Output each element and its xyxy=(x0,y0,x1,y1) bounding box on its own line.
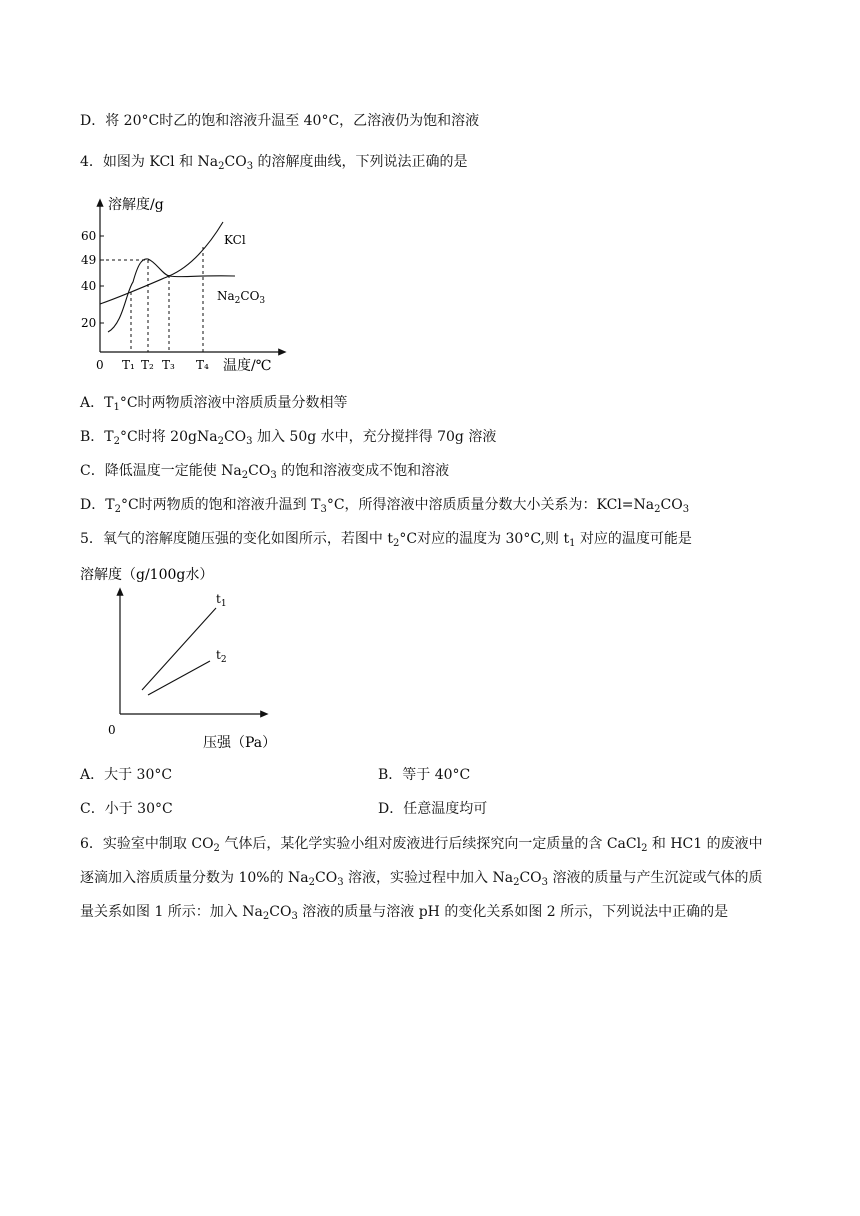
q4-option-b: B．$T_2^\circ C$时将 $20gNa_2CO_3$ 加入 50g 水中，充分搅拌得 70g 溶液 xyxy=(80,429,497,447)
q4-option-c: C．降低温度一定能使 $Na_2CO_3$ 的饱和溶液变成不饱和溶液 xyxy=(80,463,450,481)
q4-curve-kcl xyxy=(100,222,223,304)
q4-xtick-t4: T₄ xyxy=(196,358,209,372)
q5-stem: 5．氧气的溶解度随压强的变化如图所示，若图中 $t_2^\circ C$对应的温度为 30°C,则 $t_1$ 对应的温度可能是 xyxy=(80,531,692,549)
q5-line-t2 xyxy=(148,661,210,695)
q5-option-a: A．大于 30°C xyxy=(80,767,173,783)
q4-label-na2co3: $Na_2CO_3$ xyxy=(217,289,266,306)
q5-label-t1: $t_1$ xyxy=(216,592,227,609)
q5-pressure-chart xyxy=(78,561,308,756)
q4-label-kcl: KCl xyxy=(224,233,246,247)
q4-ylabel: 溶解度/g xyxy=(108,197,164,213)
q4-xtick-t3: T₃ xyxy=(162,358,175,372)
q4-ytick-20: 20 xyxy=(81,316,97,330)
q5-xlabel: 压强（Pa） xyxy=(203,735,277,751)
q6-stem-line-2: 逐滴加入溶质质量分数为 10%的 $Na_2CO_3$ 溶液，实验过程中加入 $Na_2CO_3$ 溶液的质量与产生沉淀或气体的质 xyxy=(80,870,763,888)
q4-xlabel: 温度/℃ xyxy=(223,358,272,374)
q5-origin: 0 xyxy=(108,723,116,737)
q5-ylabel: 溶解度（g/100g水） xyxy=(80,567,214,583)
q4-ytick-49: 49 xyxy=(81,253,97,267)
q4-curve-na2co3 xyxy=(108,259,235,332)
q3-option-d: D．将 20°C时乙的饱和溶液升温至 40°C，乙溶液仍为饱和溶液 xyxy=(80,113,480,129)
q5-option-d: D．任意温度均可 xyxy=(378,801,488,817)
q5-option-c: C．小于 30°C xyxy=(80,801,173,817)
q4-option-a: A．$T_1^\circ C$时两物质溶液中溶质质量分数相等 xyxy=(80,395,348,413)
q4-solubility-chart xyxy=(78,192,298,377)
q4-xtick-t1: T₁ xyxy=(122,358,135,372)
q4-origin: 0 xyxy=(96,358,104,372)
q4-option-d: D．$T_2^\circ C$时两物质的饱和溶液升温到 $T_3^\circ C$，所得溶液中溶质质量分数大小关系为：$KCl=Na_2CO_3$ xyxy=(80,497,690,515)
q4-xtick-t2: T₂ xyxy=(141,358,154,372)
q5-label-t2: $t_2$ xyxy=(216,648,227,665)
q6-stem-line-3: 量关系如图 1 所示：加入 $Na_2CO_3$ 溶液的质量与溶液 pH 的变化关系如图 2 所示，下列说法中正确的是 xyxy=(80,904,729,922)
q6-stem-line-1: 6．实验室中制取 $CO_2$ 气体后，某化学实验小组对废液进行后续探究向一定质量的含 CaCl$_2$ 和 HC1 的废液中 xyxy=(80,836,763,854)
q4-ytick-60: 60 xyxy=(81,229,97,243)
q4-ytick-40: 40 xyxy=(81,279,97,293)
q5-option-b: B．等于 40°C xyxy=(378,767,471,783)
q4-stem: 4．如图为 KCl 和 $Na_2CO_3$ 的溶解度曲线，下列说法正确的是 xyxy=(80,154,468,172)
